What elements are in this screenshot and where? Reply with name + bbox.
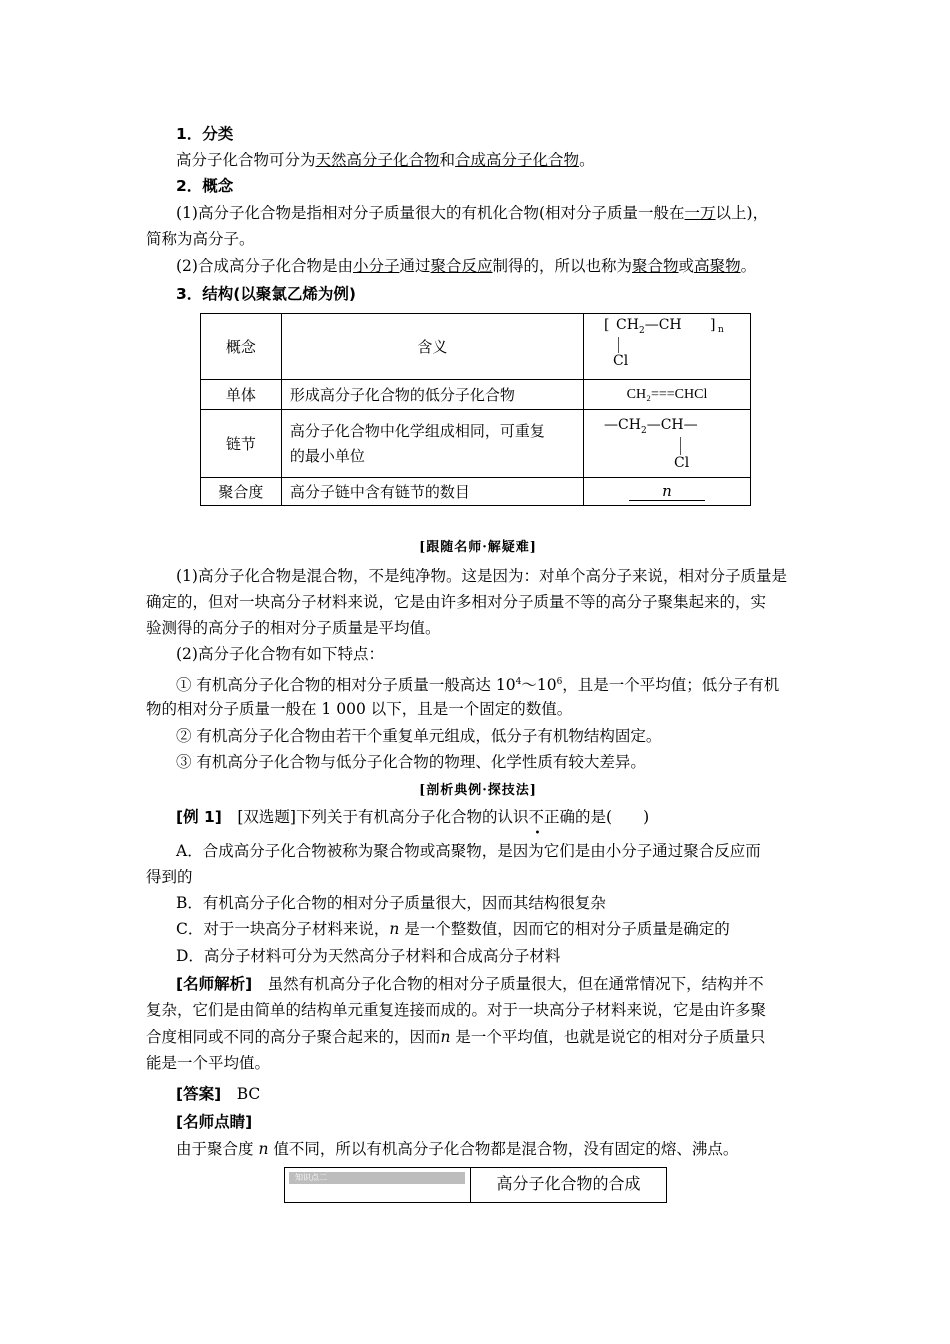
blank-answer: 高聚物 [694, 257, 741, 275]
question-type: [双选题] [237, 808, 296, 826]
table-row-chain-unit [201, 410, 751, 478]
example-section-heading: [剖析典例·探技法] [419, 783, 537, 798]
row-desc-line-2: 的最小单位 [289, 446, 365, 465]
follow-section-heading: [跟随名师·解疑难] [419, 540, 537, 555]
table-row-degree [201, 478, 751, 506]
follow-p1-line-3: 验测得的高分子的相对分子质量是平均值。 [146, 619, 441, 637]
emphasis-not [528, 808, 545, 839]
answer-value: BC [236, 1085, 261, 1103]
concept-1-line-2: 简称为高分子。 [146, 230, 255, 248]
follow-p1-line-1: (1)高分子化合物是混合物，不是纯净物。这是因为：对单个高分子来说，相对分子质量是 [176, 567, 787, 585]
bracket-left: [ [604, 316, 610, 333]
text: C．对于一块高分子材料来说， [176, 920, 390, 938]
concept-1-line-1 [176, 201, 810, 225]
structure-table [200, 313, 751, 506]
analysis-line-4: 能是一个平均值。 [146, 1054, 271, 1072]
concept-2-line [176, 254, 810, 278]
example-stem [176, 805, 810, 839]
chlorine: Cl [674, 454, 690, 471]
subscript: 2 [640, 425, 647, 436]
option-a-line-2: 得到的 [146, 868, 193, 886]
answer-label: [答案] [176, 1085, 222, 1103]
blank-answer: 聚合反应 [430, 257, 493, 275]
row-name: 聚合度 [201, 478, 282, 506]
option-c [176, 917, 810, 941]
bracket-right: ] [710, 316, 716, 333]
formula-text [616, 317, 682, 336]
tip-text [176, 1137, 810, 1161]
text: 是一个整数值，因而它的相对分子质量是确定的 [399, 920, 730, 938]
example-label: [例 1] [176, 808, 222, 826]
degree-cell [584, 478, 751, 506]
text: —CH [644, 316, 682, 333]
text: (1)高分子化合物是指相对分子质量很大的有机化合物(相对分子质量一般在 [176, 204, 685, 222]
exponent: 6 [556, 677, 563, 687]
text: 和 [439, 151, 456, 169]
variable-n: n [440, 1028, 451, 1046]
answer-line [176, 1082, 810, 1106]
follow-p1-line-2: 确定的，但对一块高分子材料来说，它是由许多相对分子质量不等的高分子聚集起来的，实 [146, 593, 767, 611]
tip-label: [名师点睛] [176, 1113, 253, 1131]
text: 由于聚合度 [176, 1140, 259, 1158]
chain-unit-cell [584, 410, 751, 478]
option-d: D．高分子材料可分为天然高分子材料和合成高分子材料 [176, 947, 561, 965]
follow-p2: (2)高分子化合物有如下特点： [176, 645, 384, 663]
row-desc [281, 410, 583, 478]
blank-answer: 小分子 [352, 257, 400, 275]
degree-symbol: n [629, 482, 705, 501]
text: 不 [528, 808, 545, 826]
text: —CH— [646, 416, 698, 433]
bond-line [680, 437, 681, 455]
table-row-monomer [201, 380, 751, 410]
row-desc: 高分子链中含有链节的数目 [281, 478, 583, 506]
text: 制得的，所以也称为 [492, 257, 633, 275]
section-1-heading: 1．分类 [176, 125, 234, 143]
bond-line [618, 337, 619, 353]
text: 通过 [399, 257, 431, 275]
text: 或 [678, 257, 695, 275]
knowledge-tag [289, 1172, 465, 1184]
chain-unit-formula [584, 411, 734, 477]
blank-answer: 一万 [684, 204, 716, 222]
exponent: 4 [515, 677, 522, 687]
text: 下列关于有机高分子化合物的认识 [295, 808, 529, 826]
row-desc: 形成高分子化合物的低分子化合物 [281, 380, 583, 410]
text: 值不同，所以有机高分子化合物都是混合物，没有固定的熔、沸点。 [268, 1140, 739, 1158]
table-header-row [201, 314, 751, 380]
variable-n: n [258, 1140, 269, 1158]
emphasis-dot: • [534, 828, 541, 839]
text: 是一个平均值，也就是说它的相对分子质量只 [450, 1028, 766, 1046]
text: 虽然有机高分子化合物的相对分子质量很大，但在通常情况下，结构并不 [252, 975, 764, 993]
text: 以上)， [715, 204, 769, 222]
formula-text [604, 417, 698, 436]
header-concept: 概念 [201, 314, 282, 380]
section-1-text [176, 148, 810, 172]
option-a-line-1: A．合成高分子化合物被称为聚合物或高聚物，是因为它们是由小分子通过聚合反应而 [176, 842, 761, 860]
follow-item-1-line-2: 物的相对分子质量一般在 1 000 以下，且是一个固定的数值。 [146, 700, 573, 718]
polymer-formula-cell [584, 314, 751, 380]
row-name: 链节 [201, 410, 282, 478]
variable-n: n [389, 920, 400, 938]
polymer-formula [584, 315, 734, 379]
subscript: 2 [638, 325, 645, 336]
text: ① 有机高分子化合物的相对分子质量一般高达 10 [176, 676, 516, 695]
text: 。 [579, 151, 595, 169]
subscript-n: n [718, 324, 724, 335]
row-desc-line-1: 高分子化合物中化学组成相同，可重复 [289, 421, 545, 440]
text: ，且是一个平均值；低分子有机 [562, 676, 780, 695]
follow-item-3: ③ 有机高分子化合物与低分子化合物的物理、化学性质有较大差异。 [176, 753, 646, 771]
text: 合度相同或不同的高分子聚合起来的，因而 [146, 1028, 441, 1046]
section-2-heading: 2．概念 [176, 177, 234, 195]
analysis-label: [名师解析] [176, 975, 253, 993]
follow-item-2: ② 有机高分子化合物由若干个重复单元组成，低分子有机物结构固定。 [176, 727, 662, 745]
analysis-line-3 [146, 1025, 810, 1049]
text: 。 [740, 257, 757, 275]
option-b: B．有机高分子化合物的相对分子质量很大，因而其结构很复杂 [176, 894, 606, 912]
follow-item-1-line-1 [176, 670, 810, 697]
text: (2)合成高分子化合物是由 [176, 257, 353, 275]
analysis-line-2: 复杂，它们是由简单的结构单元重复连接而成的。对于一块高分子材料来说，它是由许多聚 [146, 1001, 767, 1019]
row-name: 单体 [201, 380, 282, 410]
text: —CH [604, 416, 641, 433]
text: ～10 [521, 676, 557, 695]
analysis-line-1 [176, 972, 810, 996]
knowledge-tag-text: 知识点二 [295, 1173, 327, 1182]
knowledge-title: 高分子化合物的合成 [496, 1174, 641, 1193]
text: 高分子化合物可分为 [176, 151, 316, 169]
blank-answer: 聚合物 [632, 257, 679, 275]
monomer-formula: CH₂===CHCl [584, 380, 751, 410]
header-meaning: 含义 [281, 314, 583, 380]
chlorine: Cl [613, 352, 629, 369]
knowledge-point-box [284, 1167, 667, 1203]
text: 正确的是( ) [544, 808, 650, 826]
blank-answer: 合成高分子化合物 [455, 151, 580, 169]
text: CH [616, 316, 639, 333]
blank-answer: 天然高分子化合物 [315, 151, 440, 169]
section-3-heading: 3．结构(以聚氯乙烯为例) [176, 285, 356, 303]
